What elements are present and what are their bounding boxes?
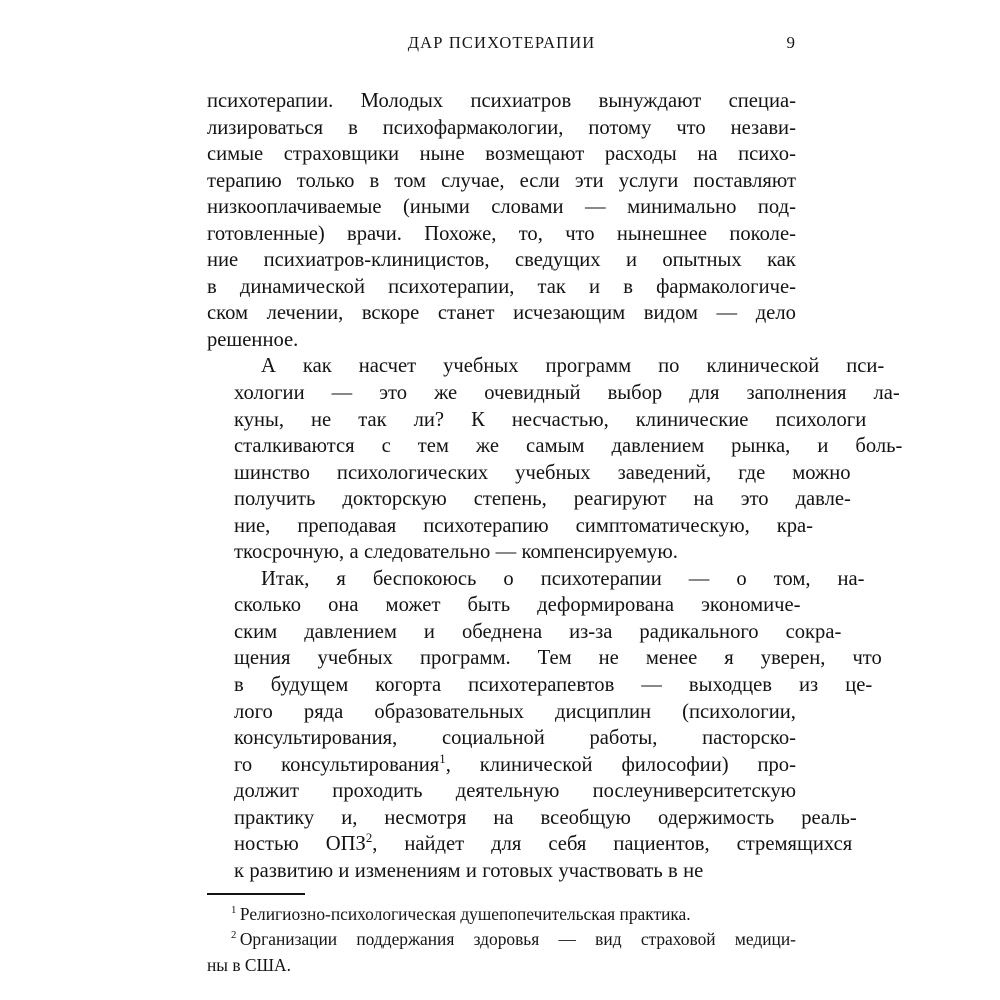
- word: (психологии,: [682, 700, 796, 723]
- word: хологии: [234, 382, 305, 405]
- footnote-separator-rule: [207, 893, 305, 895]
- word: страховщики: [283, 143, 400, 166]
- word: можно: [792, 461, 851, 484]
- word: как: [767, 249, 796, 272]
- word: К: [471, 408, 485, 431]
- text-line: [207, 433, 903, 460]
- text-line: [207, 194, 796, 221]
- word: пси-: [846, 355, 885, 378]
- word: случае,: [441, 169, 505, 192]
- word: про-: [757, 753, 796, 776]
- word: в: [234, 674, 244, 697]
- text-line: [207, 592, 801, 619]
- word: она: [328, 594, 359, 617]
- word: будущем: [270, 674, 349, 697]
- text-line: [207, 115, 796, 142]
- text-line: [207, 486, 851, 513]
- word: обеднена: [461, 620, 543, 643]
- word: ностью: [234, 833, 299, 856]
- footnote-marker: 1: [231, 904, 237, 917]
- word: го: [234, 753, 253, 776]
- word: ние,: [234, 514, 271, 537]
- word: пациентов,: [613, 833, 710, 856]
- word: врачи.: [347, 222, 402, 245]
- word: реагируют: [573, 488, 667, 511]
- word: давлением: [611, 435, 705, 458]
- word: то,: [518, 222, 543, 245]
- word: же: [475, 435, 500, 458]
- word: сведущих: [514, 249, 601, 272]
- text-line: [207, 672, 873, 699]
- word: ныне: [419, 143, 465, 166]
- word: том: [394, 169, 427, 192]
- word: вид: [595, 929, 622, 950]
- word: це-: [845, 674, 873, 697]
- word: и: [423, 620, 435, 643]
- word: и: [589, 275, 601, 298]
- word: поколе-: [729, 222, 796, 245]
- word: с: [381, 435, 391, 458]
- word: так: [358, 408, 387, 431]
- word: поддержания: [356, 929, 455, 950]
- word: психологических: [336, 461, 489, 484]
- word: учебных: [443, 355, 519, 378]
- text-line: [207, 300, 796, 327]
- word: из: [799, 674, 819, 697]
- footnote-line: ны в США.: [207, 954, 291, 975]
- text-line: [207, 141, 796, 168]
- footnote-ref-2[interactable]: 2: [365, 831, 373, 846]
- word: рынка,: [731, 435, 791, 458]
- word: когорта: [375, 674, 442, 697]
- word: радикального: [639, 620, 759, 643]
- word: психотерапии,: [388, 275, 515, 298]
- word: эти: [574, 169, 604, 192]
- word: несмотря: [384, 806, 467, 829]
- word: в: [369, 169, 380, 192]
- word: на: [493, 806, 514, 829]
- word: консультирования$^1$,: [281, 751, 451, 776]
- word: очевидный: [484, 382, 581, 405]
- word: ОПЗ$^2$,: [325, 831, 378, 856]
- text-line: [207, 274, 796, 301]
- word: выходцев: [688, 674, 773, 697]
- word: шинство: [234, 461, 310, 484]
- word: страховой: [640, 929, 716, 950]
- text-line: [207, 778, 796, 805]
- word: психиатров-клиницистов,: [263, 249, 490, 272]
- word: $^2$ Организации: [231, 929, 338, 950]
- text-line: к развитию и изменениям и готовых участвовать в не: [234, 859, 704, 882]
- text-line: ткосрочную, а следовательно — компенсируемую.: [234, 541, 678, 564]
- word: в: [348, 116, 358, 139]
- word: здоровья: [473, 929, 540, 950]
- word: и,: [341, 806, 358, 829]
- footnote-area: [207, 893, 796, 978]
- footnote-marker: 2: [231, 929, 237, 942]
- word: пасторско-: [702, 727, 796, 750]
- word: что: [676, 116, 706, 139]
- word: учебных: [317, 647, 393, 670]
- text-line: [207, 380, 900, 407]
- word: лого: [234, 700, 273, 723]
- word: видом: [643, 302, 698, 325]
- word: что: [565, 222, 595, 245]
- running-head: [207, 33, 795, 59]
- word: поставляют: [693, 169, 796, 192]
- word: на: [697, 143, 718, 166]
- body-text-block: [207, 88, 903, 884]
- text-line: [207, 566, 865, 593]
- word: одержимость: [657, 806, 775, 829]
- word: образовательных: [374, 700, 524, 723]
- word: психотерапии.: [207, 90, 334, 112]
- word: минимально: [627, 196, 737, 219]
- word: сколько: [234, 594, 302, 617]
- word: учебных: [515, 461, 591, 484]
- word: реаль-: [801, 806, 857, 829]
- footnote-line: [207, 927, 796, 952]
- text-line: [207, 353, 885, 380]
- word: клинические: [635, 408, 749, 431]
- word: деформирована: [537, 594, 675, 617]
- word: быть: [467, 594, 511, 617]
- word: нынешнее: [616, 222, 708, 245]
- text-line: [207, 699, 796, 726]
- word: несчастью,: [511, 408, 609, 431]
- footnote-ref-1[interactable]: 1: [439, 751, 446, 766]
- word: преподавая: [297, 514, 397, 537]
- word: по: [658, 355, 680, 378]
- word: симые: [207, 143, 264, 166]
- word: деятельную: [455, 780, 560, 803]
- word: если: [519, 169, 560, 192]
- word: симптоматическую,: [575, 514, 750, 537]
- word: беспокоюсь: [372, 567, 477, 590]
- word: это: [379, 382, 408, 405]
- word: ли?: [413, 408, 445, 431]
- word: Итак,: [261, 567, 310, 590]
- word: станет: [437, 302, 495, 325]
- text-line: [207, 831, 853, 858]
- word: стремящихся: [736, 833, 853, 856]
- text-line: [207, 460, 851, 487]
- text-line: [207, 513, 814, 540]
- word: и: [625, 249, 637, 272]
- text-line: [207, 619, 842, 646]
- word: —: [558, 929, 576, 950]
- text-line: [207, 168, 796, 195]
- word: психиатров: [470, 90, 572, 112]
- word: ским: [234, 620, 278, 643]
- word: психологи: [775, 408, 867, 431]
- word: боль-: [855, 435, 903, 458]
- text-line: [207, 407, 867, 434]
- word: психо-: [738, 143, 796, 166]
- word: и: [817, 435, 829, 458]
- word: ла-: [873, 382, 900, 405]
- word: том,: [773, 567, 811, 590]
- word: —: [688, 567, 710, 590]
- word: динамической: [239, 275, 366, 298]
- word: должит: [234, 780, 300, 803]
- word: дело: [755, 302, 796, 325]
- word: сокра-: [785, 620, 842, 643]
- word: социальной: [441, 727, 545, 750]
- word: расходы: [604, 143, 677, 166]
- word: ском: [207, 302, 249, 325]
- word: специа-: [728, 90, 796, 112]
- running-head-title: ДАР ПСИХОТЕРАПИИ: [407, 33, 596, 52]
- word: философии): [621, 753, 729, 776]
- word: лечении,: [266, 302, 344, 325]
- word: —: [641, 674, 662, 697]
- word: давлением: [304, 620, 397, 643]
- word: заведений,: [617, 461, 712, 484]
- word: получить: [234, 488, 316, 511]
- footnote-line: $^1$ Религиозно-психологическая душепопечительская практика.: [231, 904, 691, 924]
- word: же: [434, 382, 458, 405]
- word: кра-: [776, 514, 814, 537]
- word: может: [385, 594, 441, 617]
- text-line: [207, 752, 796, 779]
- word: на-: [837, 567, 865, 590]
- text-line: [207, 247, 796, 274]
- word: клинической: [706, 355, 820, 378]
- word: исчезающим: [513, 302, 626, 325]
- word: психотерапии: [540, 567, 662, 590]
- word: найдет: [404, 833, 465, 856]
- word: ряда: [303, 700, 344, 723]
- word: Молодых: [360, 90, 444, 112]
- word: всеобщую: [540, 806, 631, 829]
- word: опытных: [662, 249, 742, 272]
- word: послеуниверситетскую: [592, 780, 796, 803]
- word: незави-: [730, 116, 796, 139]
- paragraph: [207, 353, 903, 565]
- word: где: [738, 461, 766, 484]
- text-line: [207, 805, 857, 832]
- word: не: [311, 408, 332, 431]
- word: под-: [757, 196, 796, 219]
- text-line: [207, 221, 796, 248]
- word: услуги: [618, 169, 679, 192]
- word: возмещают: [485, 143, 585, 166]
- word: в: [623, 275, 633, 298]
- word: терапию: [207, 169, 282, 192]
- word: менее: [645, 647, 698, 670]
- word: я: [336, 567, 346, 590]
- word: вынуждают: [598, 90, 702, 112]
- word: программ: [545, 355, 632, 378]
- word: выбор: [607, 382, 663, 405]
- word: вскоре: [361, 302, 420, 325]
- word: психотерапию: [423, 514, 549, 537]
- word: клинической: [479, 753, 593, 776]
- word: работы,: [589, 727, 658, 750]
- word: Похоже,: [424, 222, 497, 245]
- word: лизироваться: [207, 116, 324, 139]
- word: давле-: [795, 488, 851, 511]
- word: А: [261, 355, 276, 378]
- word: из-за: [569, 620, 613, 643]
- text-line: [207, 645, 882, 672]
- word: самым: [526, 435, 585, 458]
- word: как: [302, 355, 332, 378]
- word: только: [296, 169, 355, 192]
- word: потому: [588, 116, 652, 139]
- word: тем: [417, 435, 449, 458]
- word: уверен,: [760, 647, 826, 670]
- word: фармакологиче-: [656, 275, 796, 298]
- word: себя: [548, 833, 587, 856]
- word: что: [852, 647, 882, 670]
- word: психофармакологии,: [382, 116, 564, 139]
- word: Тем: [537, 647, 572, 670]
- text-line: [207, 725, 796, 752]
- word: словами: [491, 196, 564, 219]
- word: сталкиваются: [234, 435, 355, 458]
- word: это: [740, 488, 769, 511]
- word: проходить: [332, 780, 423, 803]
- word: не: [598, 647, 619, 670]
- word: —: [585, 196, 606, 219]
- word: степень,: [473, 488, 547, 511]
- word: психотерапевтов: [468, 674, 615, 697]
- word: докторскую: [342, 488, 447, 511]
- word: медици-: [734, 929, 796, 950]
- word: в: [207, 275, 217, 298]
- word: экономиче-: [701, 594, 801, 617]
- word: ние: [207, 249, 239, 272]
- word: для: [491, 833, 522, 856]
- word: —: [716, 302, 738, 325]
- word: готовленные): [207, 222, 325, 245]
- footnote-list: [207, 902, 796, 978]
- word: программ.: [419, 647, 511, 670]
- text-line: решенное.: [207, 328, 299, 351]
- word: (иными: [402, 196, 470, 219]
- word: консультирования,: [234, 727, 398, 750]
- word: я: [724, 647, 734, 670]
- word: —: [331, 382, 353, 405]
- word: так: [537, 275, 566, 298]
- word: низкооплачиваемые: [207, 196, 382, 219]
- page-number: 9: [786, 33, 795, 52]
- word: куны,: [234, 408, 285, 431]
- word: дисциплин: [555, 700, 652, 723]
- word: о: [736, 567, 747, 590]
- footnote-item: [207, 927, 796, 978]
- word: заполнения: [746, 382, 847, 405]
- word: для: [689, 382, 720, 405]
- footnote-item: [207, 902, 796, 927]
- word: практику: [234, 806, 315, 829]
- paragraph: [207, 88, 796, 353]
- text-line: [207, 88, 796, 115]
- word: о: [503, 567, 514, 590]
- word: насчет: [358, 355, 417, 378]
- paragraph: [207, 566, 882, 885]
- word: на: [693, 488, 714, 511]
- word: щения: [234, 647, 291, 670]
